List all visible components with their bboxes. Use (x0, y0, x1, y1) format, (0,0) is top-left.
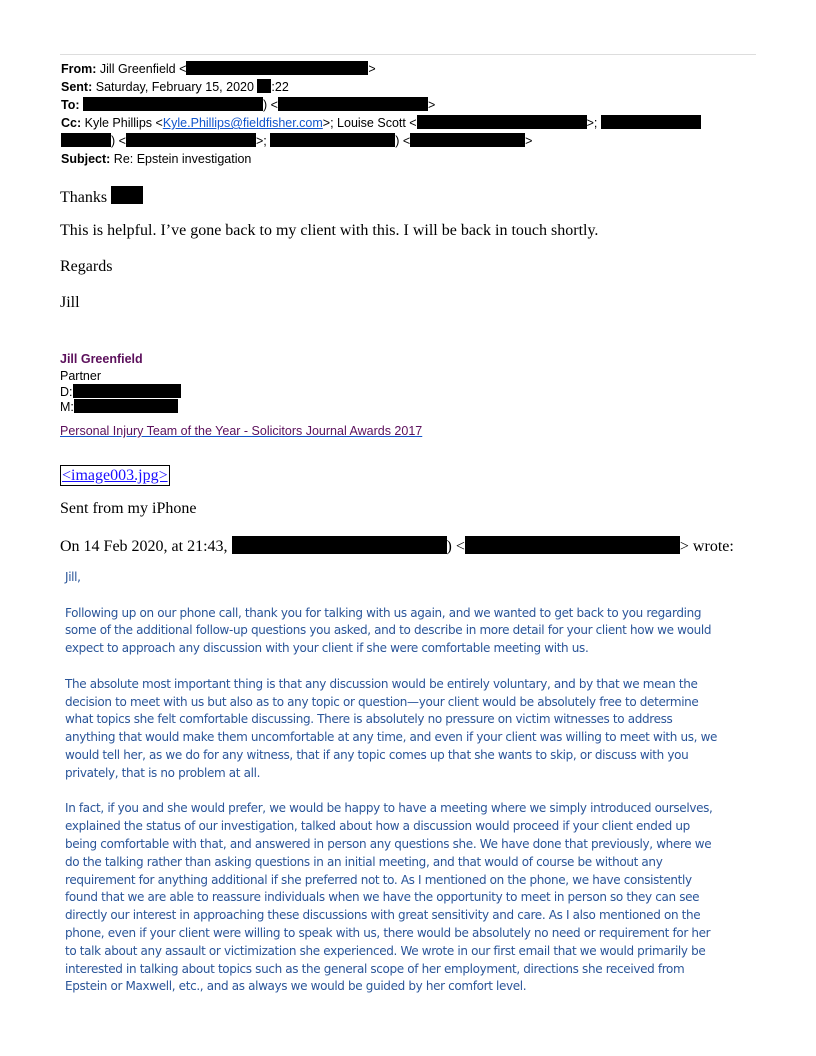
from-name: Jill Greenfield < (99, 62, 187, 76)
text-line: In fact, if you and she would prefer, we would be happy to have a meeting where we simply introduced ourselves, (65, 801, 713, 816)
quoted-message (65, 569, 765, 1014)
sent-label: Sent: (61, 80, 93, 94)
quoted-paragraph (65, 605, 765, 658)
sent-line (61, 78, 701, 96)
quoted-intro-suffix: > wrote: (679, 538, 734, 555)
quoted-paragraph (65, 800, 765, 996)
redaction (601, 115, 701, 129)
text-line: interested in talking about topics such as the general scope of her employment, directions she received from (65, 961, 685, 976)
text-line: some of the additional follow-up questions you asked, and to describe in more detail for your client how we would (65, 623, 712, 638)
d-label: D: (60, 385, 73, 399)
subject-label: Subject: (61, 152, 111, 166)
redaction (61, 133, 111, 147)
sent-time: :22 (271, 80, 289, 94)
from-label: From: (61, 62, 97, 76)
text-line: found that we are able to reassure individuals when we have the opportunity to meet in person so they can see (65, 890, 700, 905)
text-line: would tell her, as we do for any witness, that if any topic comes up that she wants to skip, or discuss with you (65, 747, 689, 762)
redaction (126, 133, 256, 147)
text-line: anything that would make them uncomfortable at any time, and even if your client was willing to meet with us, we (65, 730, 718, 745)
text-line: what topics she felt comfortable discussing. There is absolutely no pressure on victim witnesses to address (65, 712, 673, 727)
text-line: The absolute most important thing is that any discussion would be entirely voluntary, and by that we mean the (65, 676, 698, 691)
text-line: being comfortable with that, and answered in person any questions she. We have done that previously, where we (65, 836, 712, 851)
cc-louise: >; Louise Scott < (322, 116, 417, 130)
to-label: To: (61, 98, 80, 112)
cc-kyle: Kyle Phillips < (84, 116, 163, 130)
subject-value: Re: Epstein investigation (113, 152, 252, 166)
reply-thanks (60, 186, 143, 207)
text-line: Following up on our phone call, thank you for talking with us again, and we wanted to get back to you regarding (65, 605, 702, 620)
text-line: Epstein or Maxwell, etc., and as always we would be guided by her comfort level. (65, 979, 527, 994)
signature-name: Jill Greenfield (60, 352, 143, 366)
redaction (417, 115, 587, 129)
text-line: decision to meet with us but also as to any topic or question—your client would be absolutely free to determine (65, 694, 699, 709)
kyle-email-link[interactable]: Kyle.Phillips@fieldfisher.com (162, 116, 323, 130)
redaction (73, 384, 181, 398)
text-line: directly our interest in approaching these discussions with great sensitivity and care. As I also mentioned on the (65, 908, 701, 923)
text-line: do the talking rather than asking questions in an initial meeting, and that would of course be without any (65, 854, 663, 869)
award-link[interactable]: Personal Injury Team of the Year - Solicitors Journal Awards 2017 (60, 424, 423, 438)
signature-direct (60, 384, 181, 400)
text-line: expect to approach any discussion with your client if she were comfortable meeting with us. (65, 641, 589, 656)
signature-mobile (60, 399, 178, 415)
m-label: M: (60, 400, 74, 414)
cc-label: Cc: (61, 116, 82, 130)
signature-title: Partner (60, 369, 101, 383)
redaction (278, 97, 428, 111)
thanks-text: Thanks (60, 189, 108, 206)
text-line: privately, that is no problem at all. (65, 765, 261, 780)
cc-line: Cc: Kyle Phillips <Kyle.Phillips@fieldfisher.com>; Louise Scott < >; (61, 114, 701, 132)
redaction (270, 133, 395, 147)
sent-from-iphone: Sent from my iPhone (60, 500, 197, 517)
quoted-intro-prefix: On 14 Feb 2020, at 21:43, (60, 538, 228, 555)
reply-name: Jill (60, 294, 80, 311)
quoted-paragraph (65, 676, 765, 783)
text-line: to talk about any assault or victimization she experienced. We wrote in our first email that we would primarily be (65, 943, 706, 958)
cc-line-2: ) < >; ) < > (61, 132, 701, 150)
reply-regards: Regards (60, 258, 113, 275)
redaction (74, 399, 178, 413)
subject-line (61, 150, 701, 168)
from-line: From: Jill Greenfield < > (61, 62, 376, 76)
sent-value: Saturday, February 15, 2020 (95, 80, 254, 94)
to-line: To: ) < > (61, 98, 436, 112)
email-header (61, 60, 701, 168)
redaction (83, 97, 263, 111)
redaction (410, 133, 525, 147)
text-line: explained the status of our investigation, talked about how a discussion would proceed if your client ended up (65, 819, 690, 834)
quoted-greeting: Jill, (65, 570, 81, 584)
image-attachment-link[interactable]: <image003.jpg> (62, 467, 168, 484)
reply-body: This is helpful. I’ve gone back to my client with this. I will be back in touch shortly. (60, 222, 599, 239)
text-line: requirement for anything additional if she preferred not to. As I mentioned on the phone, we have consistently (65, 872, 692, 887)
redaction (111, 186, 143, 204)
redaction (186, 61, 368, 75)
quoted-intro: On 14 Feb 2020, at 21:43, ) < > wrote: (60, 538, 734, 555)
text-line: phone, even if your client were willing to speak with us, there would be absolutely no need or requirement for her (65, 925, 711, 940)
redaction (232, 536, 447, 554)
divider (60, 54, 756, 55)
redaction (257, 79, 271, 93)
redaction (465, 536, 680, 554)
